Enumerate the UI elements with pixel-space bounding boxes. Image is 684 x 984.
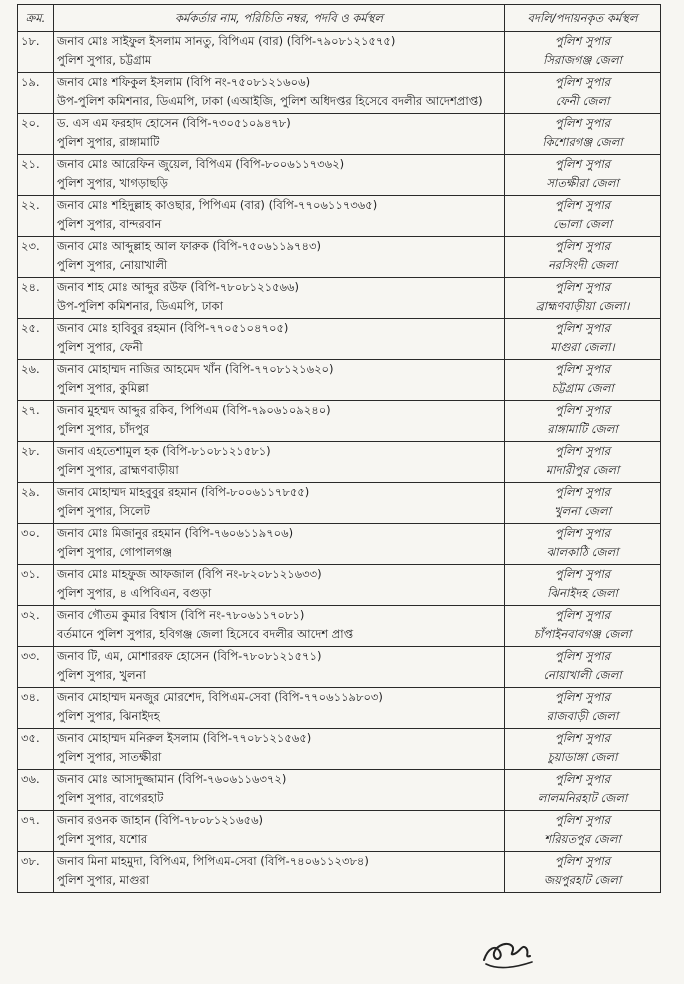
posting-cell xyxy=(505,688,661,729)
serial-number: ২৮. xyxy=(18,442,54,483)
posting-cell xyxy=(505,647,661,688)
table-row xyxy=(18,729,661,770)
officer-cell xyxy=(54,524,505,565)
serial-number: ৩১. xyxy=(18,565,54,606)
officer-cell xyxy=(54,565,505,606)
posting-title: পুলিশ সুপার xyxy=(554,608,611,622)
current-position: পুলিশ সুপার, যশোর xyxy=(57,832,148,846)
posting-title: পুলিশ সুপার xyxy=(554,75,611,89)
table-row xyxy=(18,524,661,565)
serial-number: ৩৮. xyxy=(18,852,54,893)
current-position: পুলিশ সুপার, নোয়াখালী xyxy=(57,258,168,272)
officer-name: জনাব টি, এম, মোশাররফ হোসেন (বিপি-৭৮০৮১২১৫৭১) xyxy=(57,649,322,663)
officer-name: জনাব শাহ মোঃ আব্দুর রউফ (বিপি-৭৮০৮১২১৫৬৬) xyxy=(57,280,299,294)
posting-district: ব্রাহ্মণবাড়ীয়া জেলা। xyxy=(535,299,630,313)
officer-name: জনাব রওনক জাহান (বিপি-৭৮০৮১২১৬৫৬) xyxy=(57,813,264,827)
officer-name: জনাব এহতেশামুল হক (বিপি-৮১০৮১২১৫৮১) xyxy=(57,444,271,458)
table-row xyxy=(18,647,661,688)
officer-cell xyxy=(54,401,505,442)
officer-cell xyxy=(54,729,505,770)
table-row xyxy=(18,196,661,237)
current-position: পুলিশ সুপার, গোপালগঞ্জ xyxy=(57,545,173,559)
serial-number: ২০. xyxy=(18,114,54,155)
table-row xyxy=(18,278,661,319)
officer-cell xyxy=(54,237,505,278)
table-row xyxy=(18,155,661,196)
officer-cell xyxy=(54,483,505,524)
posting-title: পুলিশ সুপার xyxy=(554,731,611,745)
posting-district: জয়পুরহাট জেলা xyxy=(543,873,622,887)
posting-title: পুলিশ সুপার xyxy=(554,813,611,827)
signature xyxy=(478,930,538,974)
officer-transfer-table xyxy=(17,4,661,893)
posting-district: লালমনিরহাট জেলা xyxy=(537,791,628,805)
posting-title: পুলিশ সুপার xyxy=(554,649,611,663)
posting-title: পুলিশ সুপার xyxy=(554,280,611,294)
posting-title: পুলিশ সুপার xyxy=(554,34,611,48)
header-officer-name: কর্মকর্তার নাম, পরিচিতি নম্বর, পদবি ও কর্মস্থল xyxy=(54,5,505,32)
posting-district: চুয়াডাঙ্গা জেলা xyxy=(547,750,618,764)
serial-number: ২৭. xyxy=(18,401,54,442)
posting-title: পুলিশ সুপার xyxy=(554,403,611,417)
officer-name: জনাব মোঃ আব্দুল্লাহ আল ফারুক (বিপি-৭৫০৬১১৯৭৪৩) xyxy=(57,239,321,253)
officer-cell xyxy=(54,852,505,893)
table-body xyxy=(18,32,661,893)
officer-name: জনাব মোহাম্মদ মনজুর মোরশেদ, বিপিএম-সেবা (বিপি-৭৭০৬১১৯৮০৩) xyxy=(57,690,383,704)
officer-cell xyxy=(54,114,505,155)
current-position: উপ-পুলিশ কমিশনার, ডিএমপি, ঢাকা (এআইজি, পুলিশ অধিদপ্তর হিসেবে বদলীর আদেশপ্রাপ্ত) xyxy=(57,94,483,108)
current-position: পুলিশ সুপার, খুলনা xyxy=(57,668,146,682)
table-row xyxy=(18,32,661,73)
posting-cell xyxy=(505,442,661,483)
serial-number: ১৮. xyxy=(18,32,54,73)
current-position: বর্তমানে পুলিশ সুপার, হবিগঞ্জ জেলা হিসেবে বদলীর আদেশ প্রাপ্ত xyxy=(57,627,354,641)
posting-cell xyxy=(505,360,661,401)
current-position: পুলিশ সুপার, ব্রাহ্মণবাড়ীয়া xyxy=(57,463,179,477)
posting-cell xyxy=(505,483,661,524)
serial-number: ৩২. xyxy=(18,606,54,647)
table-row xyxy=(18,114,661,155)
serial-number: ২৯. xyxy=(18,483,54,524)
table-row xyxy=(18,237,661,278)
posting-cell xyxy=(505,524,661,565)
posting-cell xyxy=(505,237,661,278)
officer-cell xyxy=(54,360,505,401)
posting-title: পুলিশ সুপার xyxy=(554,854,611,868)
posting-cell xyxy=(505,729,661,770)
table-row xyxy=(18,360,661,401)
posting-district: নরসিংদী জেলা xyxy=(548,258,617,272)
serial-number: ১৯. xyxy=(18,73,54,114)
posting-district: সিরাজগঞ্জ জেলা xyxy=(543,53,622,67)
header-serial: ক্রম. xyxy=(18,5,54,32)
officer-name: জনাব মোঃ সাইফুল ইসলাম সানতু, বিপিএম (বার) (বিপি-৭৯০৮১২১৫৭৫) xyxy=(57,34,396,48)
officer-cell xyxy=(54,442,505,483)
posting-cell xyxy=(505,278,661,319)
posting-title: পুলিশ সুপার xyxy=(554,321,611,335)
table-row xyxy=(18,401,661,442)
officer-name: জনাব মোঃ মিজানুর রহমান (বিপি-৭৬০৬১১৯৭০৬) xyxy=(57,526,294,540)
current-position: পুলিশ সুপার, বাগেরহাট xyxy=(57,791,164,805)
posting-title: পুলিশ সুপার xyxy=(554,116,611,130)
current-position: পুলিশ সুপার, চাঁদপুর xyxy=(57,422,150,436)
table-row xyxy=(18,319,661,360)
serial-number: ২৩. xyxy=(18,237,54,278)
serial-number: ৩৭. xyxy=(18,811,54,852)
table-row xyxy=(18,565,661,606)
table-row xyxy=(18,606,661,647)
posting-title: পুলিশ সুপার xyxy=(554,239,611,253)
officer-name: জনাব মোহাম্মদ নাজির আহমেদ খাঁন (বিপি-৭৭০৮১২১৬২০) xyxy=(57,362,334,376)
current-position: পুলিশ সুপার, মাগুরা xyxy=(57,873,150,887)
table-row xyxy=(18,688,661,729)
posting-district: ঝিনাইদহ জেলা xyxy=(547,586,618,600)
header-posting: বদলি/পদায়নকৃত কর্মস্থল xyxy=(505,5,661,32)
current-position: পুলিশ সুপার, কুমিল্লা xyxy=(57,381,149,395)
posting-title: পুলিশ সুপার xyxy=(554,526,611,540)
officer-cell xyxy=(54,606,505,647)
serial-number: ২৪. xyxy=(18,278,54,319)
posting-cell xyxy=(505,770,661,811)
serial-number: ২১. xyxy=(18,155,54,196)
serial-number: ২৫. xyxy=(18,319,54,360)
posting-title: পুলিশ সুপার xyxy=(554,198,611,212)
officer-cell xyxy=(54,319,505,360)
posting-title: পুলিশ সুপার xyxy=(554,485,611,499)
officer-name: জনাব মোঃ শহিদুল্লাহ কাওছার, পিপিএম (বার) (বিপি-৭৭০৬১১৭৩৬৫) xyxy=(57,198,378,212)
officer-cell xyxy=(54,811,505,852)
serial-number: ৩৫. xyxy=(18,729,54,770)
officer-name: জনাব মোঃ হাবিবুর রহমান (বিপি-৭৭০৫১০৪৭০৫) xyxy=(57,321,289,335)
current-position: পুলিশ সুপার, ঝিনাইদহ xyxy=(57,709,160,723)
table-row xyxy=(18,483,661,524)
officer-name: জনাব মোঃ শফিকুল ইসলাম (বিপি নং-৭৫০৮১২১৬০৬) xyxy=(57,75,311,89)
officer-name: জনাব মোঃ আরেফিন জুয়েল, বিপিএম (বিপি-৮০০৬১১৭৩৬২) xyxy=(57,157,345,171)
posting-title: পুলিশ সুপার xyxy=(554,567,611,581)
table-row xyxy=(18,811,661,852)
officer-cell xyxy=(54,196,505,237)
current-position: পুলিশ সুপার, ৪ এপিবিএন, বগুড়া xyxy=(57,586,212,600)
table-row xyxy=(18,73,661,114)
posting-cell xyxy=(505,155,661,196)
posting-district: রাজবাড়ী জেলা xyxy=(546,709,619,723)
table-row xyxy=(18,852,661,893)
serial-number: ৩০. xyxy=(18,524,54,565)
officer-name: ড. এস এম ফরহাদ হোসেন (বিপি-৭৩০৫১০৯৪৭৮) xyxy=(57,116,291,130)
current-position: পুলিশ সুপার, রাঙ্গামাটি xyxy=(57,135,160,149)
posting-cell xyxy=(505,73,661,114)
serial-number: ৩৪. xyxy=(18,688,54,729)
officer-name: জনাব মোঃ আসাদুজ্জামান (বিপি-৭৬০৬১১৬৩৭২) xyxy=(57,772,287,786)
officer-name: জনাব গৌতম কুমার বিশ্বাস (বিপি নং-৭৮০৬১১৭০৮১) xyxy=(57,608,305,622)
posting-cell xyxy=(505,401,661,442)
officer-cell xyxy=(54,770,505,811)
posting-title: পুলিশ সুপার xyxy=(554,772,611,786)
posting-district: মাগুরা জেলা। xyxy=(550,340,615,354)
table-row xyxy=(18,770,661,811)
posting-district: মাদারীপুর জেলা xyxy=(545,463,620,477)
posting-district: কিশোরগঞ্জ জেলা xyxy=(542,135,623,149)
serial-number: ২২. xyxy=(18,196,54,237)
posting-district: ঝালকাঠি জেলা xyxy=(546,545,619,559)
current-position: পুলিশ সুপার, চট্টগ্রাম xyxy=(57,53,152,67)
posting-district: চাঁপাইনবাবগঞ্জ জেলা xyxy=(533,627,632,641)
posting-cell xyxy=(505,565,661,606)
posting-district: ভোলা জেলা xyxy=(553,217,612,231)
posting-title: পুলিশ সুপার xyxy=(554,444,611,458)
posting-title: পুলিশ সুপার xyxy=(554,157,611,171)
posting-cell xyxy=(505,606,661,647)
officer-name: জনাব মুহম্মদ আব্দুর রকিব, পিপিএম (বিপি-৭৯০৬১০৯২৪০) xyxy=(57,403,331,417)
officer-cell xyxy=(54,73,505,114)
posting-cell xyxy=(505,196,661,237)
current-position: উপ-পুলিশ কমিশনার, ডিএমপি, ঢাকা xyxy=(57,299,223,313)
current-position: পুলিশ সুপার, বান্দরবান xyxy=(57,217,162,231)
posting-district: শরিয়তপুর জেলা xyxy=(544,832,621,846)
posting-cell xyxy=(505,852,661,893)
serial-number: ৩৬. xyxy=(18,770,54,811)
officer-name: জনাব মিনা মাহমুদা, বিপিএম, পিপিএম-সেবা (বিপি-৭৪০৬১১২৩৮৪) xyxy=(57,854,369,868)
posting-district: সাতক্ষীরা জেলা xyxy=(546,176,619,190)
serial-number: ২৬. xyxy=(18,360,54,401)
posting-district: চট্টগ্রাম জেলা xyxy=(551,381,614,395)
posting-cell xyxy=(505,114,661,155)
officer-name: জনাব মোঃ মাহফুজ আফজাল (বিপি নং-৮২০৮১২১৬৩৩) xyxy=(57,567,322,581)
officer-cell xyxy=(54,647,505,688)
table-row xyxy=(18,442,661,483)
serial-number: ৩৩. xyxy=(18,647,54,688)
officer-name: জনাব মোহাম্মদ মাহবুবুর রহমান (বিপি-৮০০৬১১৭৮৫৫) xyxy=(57,485,310,499)
posting-title: পুলিশ সুপার xyxy=(554,690,611,704)
posting-district: রাঙ্গামাটি জেলা xyxy=(547,422,618,436)
officer-cell xyxy=(54,32,505,73)
officer-cell xyxy=(54,278,505,319)
posting-district: ফেনী জেলা xyxy=(555,94,610,108)
current-position: পুলিশ সুপার, খাগড়াছড়ি xyxy=(57,176,168,190)
posting-cell xyxy=(505,32,661,73)
posting-cell xyxy=(505,319,661,360)
officer-name: জনাব মোহাম্মদ মনিরুল ইসলাম (বিপি-৭৭০৮১২১৫৬৫) xyxy=(57,731,312,745)
posting-district: খুলনা জেলা xyxy=(554,504,611,518)
posting-title: পুলিশ সুপার xyxy=(554,362,611,376)
current-position: পুলিশ সুপার, সাতক্ষীরা xyxy=(57,750,162,764)
table-header-row xyxy=(18,5,661,32)
officer-cell xyxy=(54,688,505,729)
posting-cell xyxy=(505,811,661,852)
officer-cell xyxy=(54,155,505,196)
current-position: পুলিশ সুপার, ফেনী xyxy=(57,340,143,354)
posting-district: নোয়াখালী জেলা xyxy=(543,668,622,682)
current-position: পুলিশ সুপার, সিলেট xyxy=(57,504,150,518)
